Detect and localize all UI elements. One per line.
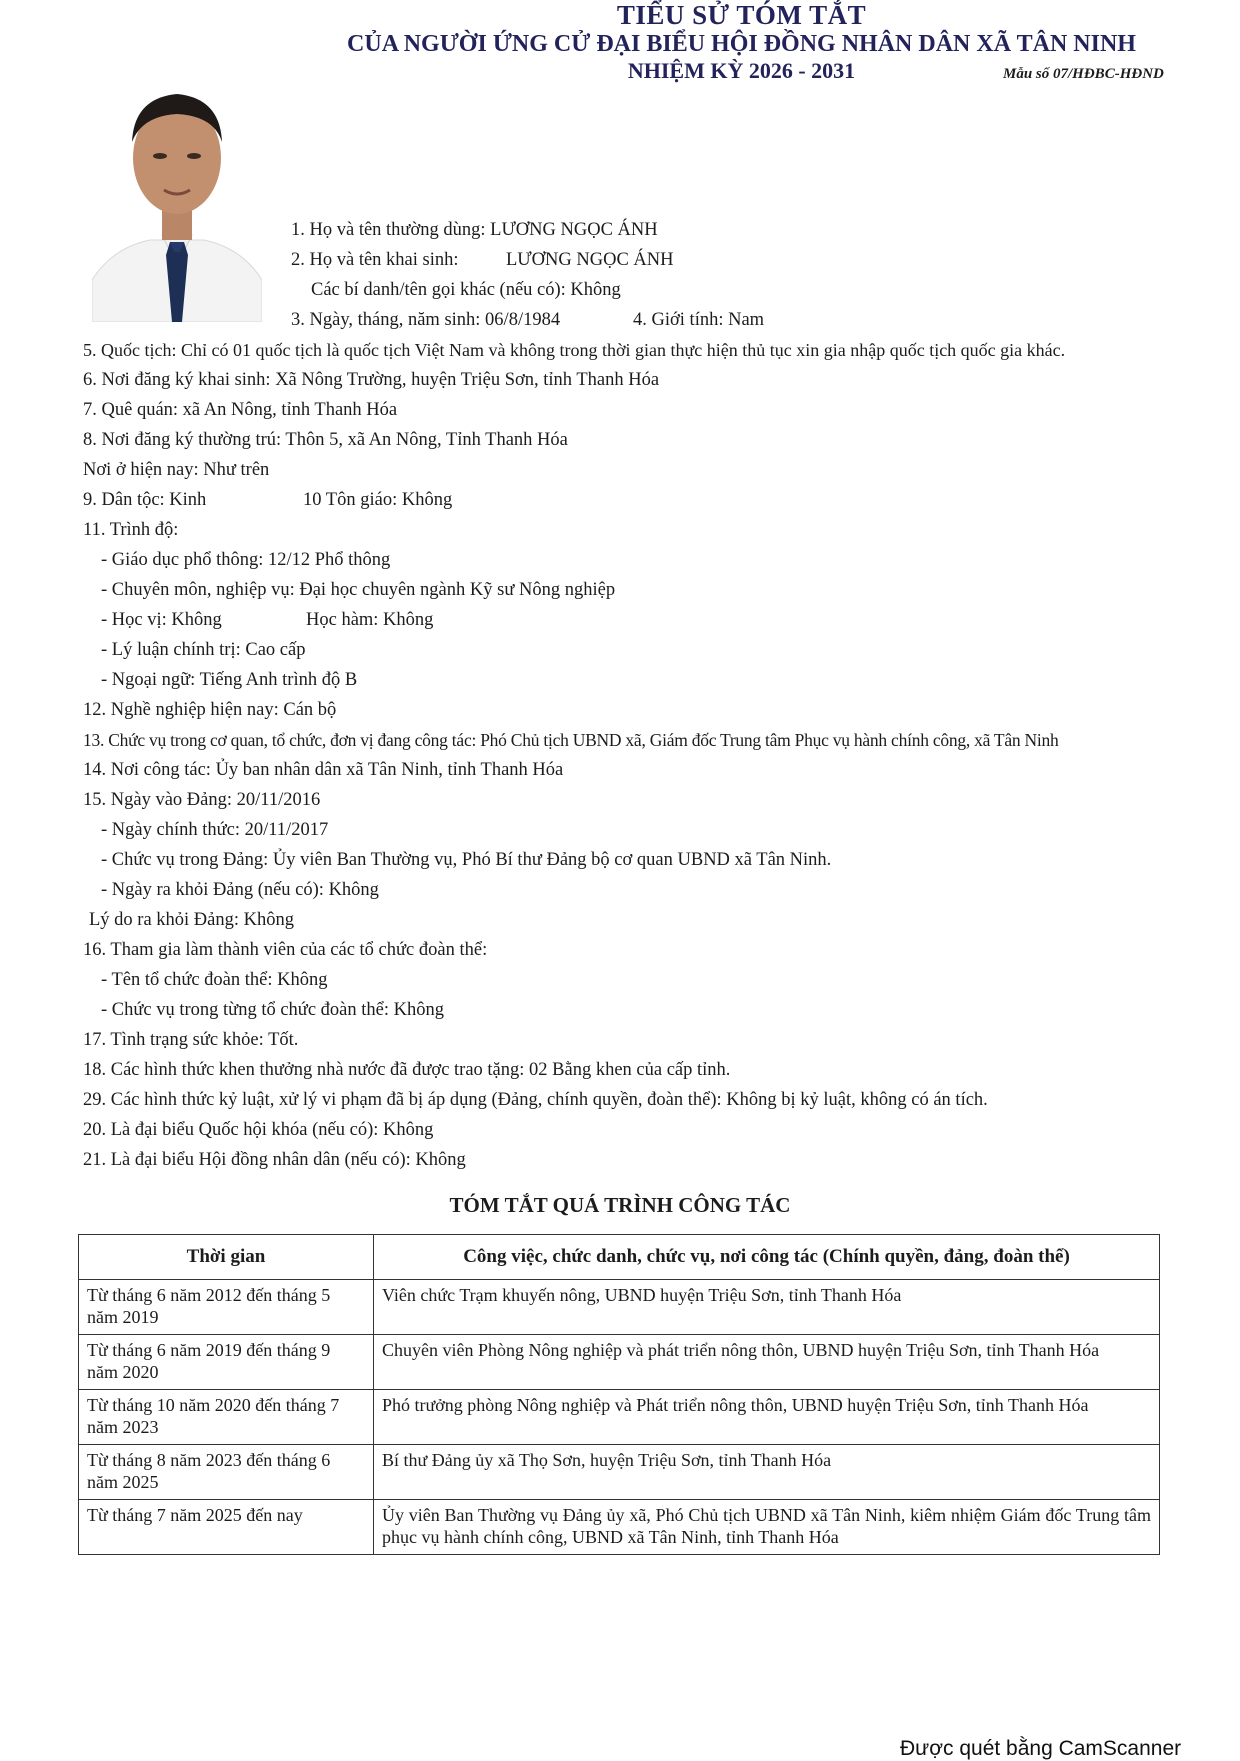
history-time: Từ tháng 6 năm 2019 đến tháng 9 năm 2020 [79, 1335, 374, 1390]
history-time: Từ tháng 7 năm 2025 đến nay [79, 1500, 374, 1555]
column-header-job: Công việc, chức danh, chức vụ, nơi công tác (Chính quyền, đảng, đoàn thể) [374, 1235, 1160, 1280]
table-row [79, 1280, 1160, 1335]
field-permanent-residence: 8. Nơi đăng ký thường trú: Thôn 5, xã An Nông, Tỉnh Thanh Hóa [83, 430, 568, 450]
field-birth-name-label: 2. Họ và tên khai sinh: [291, 250, 459, 270]
history-time: Từ tháng 8 năm 2023 đến tháng 6 năm 2025 [79, 1445, 374, 1500]
field-party-position: - Chức vụ trong Đảng: Ủy viên Ban Thường vụ, Phó Bí thư Đảng bộ cơ quan UBND xã Tân Ninh. [101, 850, 832, 870]
field-awards: 18. Các hình thức khen thưởng nhà nước đã được trao tặng: 02 Bằng khen của cấp tỉnh. [83, 1060, 731, 1080]
field-party-leave-date: - Ngày ra khỏi Đảng (nếu có): Không [101, 880, 379, 900]
document-subtitle: CỦA NGƯỜI ỨNG CỬ ĐẠI BIỂU HỘI ĐỒNG NHÂN DÂN XÃ TÂN NINH [347, 31, 1136, 57]
field-academic-title: Học hàm: Không [306, 610, 434, 630]
field-political-theory: - Lý luận chính trị: Cao cấp [101, 640, 306, 660]
work-history-table [78, 1234, 1160, 1555]
portrait-photo [92, 80, 262, 322]
column-header-time: Thời gian [79, 1235, 374, 1280]
field-religion: 10 Tôn giáo: Không [303, 490, 453, 510]
field-position: 13. Chức vụ trong cơ quan, tổ chức, đơn vị đang công tác: Phó Chủ tịch UBND xã, Giám đốc Trung tâm Phục vụ hành chính công, xã Tân Ninh [83, 730, 1059, 750]
field-birth-registration: 6. Nơi đăng ký khai sinh: Xã Nông Trường, huyện Triệu Sơn, tỉnh Thanh Hóa [83, 370, 660, 390]
history-job: Phó trưởng phòng Nông nghiệp và Phát triển nông thôn, UBND huyện Triệu Sơn, tỉnh Thanh Hóa [374, 1390, 1160, 1445]
document-term: NHIỆM KỲ 2026 - 2031 [627, 58, 856, 83]
history-job: Ủy viên Ban Thường vụ Đảng ủy xã, Phó Chủ tịch UBND xã Tân Ninh, kiêm nhiệm Giám đốc Trung tâm phục vụ hành chính công, UBND xã Tân Ninh, tỉnh Thanh Hóa [374, 1500, 1160, 1555]
field-health: 17. Tình trạng sức khỏe: Tốt. [83, 1030, 299, 1050]
document-title: TIỂU SỬ TÓM TẮT [616, 0, 867, 30]
table-header-row [79, 1235, 1160, 1280]
field-workplace: 14. Nơi công tác: Ủy ban nhân dân xã Tân Ninh, tỉnh Thanh Hóa [83, 760, 564, 780]
field-alias: Các bí danh/tên gọi khác (nếu có): Không [311, 280, 621, 300]
field-current-residence: Nơi ở hiện nay: Như trên [83, 460, 270, 480]
field-discipline: 29. Các hình thức kỷ luật, xử lý vi phạm đã bị áp dụng (Đảng, chính quyền, đoàn thể): Không bị kỷ luật, không có án tích. [83, 1090, 988, 1110]
field-peoples-council: 21. Là đại biểu Hội đồng nhân dân (nếu có): Không [83, 1150, 466, 1170]
field-ethnicity: 9. Dân tộc: Kinh [83, 490, 207, 510]
form-code: Mẫu số 07/HĐBC-HĐND [1003, 66, 1164, 82]
field-party-official-date: - Ngày chính thức: 20/11/2017 [101, 820, 329, 840]
history-job: Bí thư Đảng ủy xã Thọ Sơn, huyện Triệu Sơn, tỉnh Thanh Hóa [374, 1445, 1160, 1500]
field-foreign-language: - Ngoại ngữ: Tiếng Anh trình độ B [101, 670, 358, 690]
table-row [79, 1335, 1160, 1390]
field-nationality: 5. Quốc tịch: Chỉ có 01 quốc tịch là quốc tịch Việt Nam và không trong thời gian thực hiện thủ tục xin gia nhập quốc tịch quốc gia khác. [83, 340, 1066, 360]
history-time: Từ tháng 6 năm 2012 đến tháng 5 năm 2019 [79, 1280, 374, 1335]
camscanner-watermark: Được quét bằng CamScanner [900, 1737, 1182, 1760]
field-national-assembly: 20. Là đại biểu Quốc hội khóa (nếu có): Không [83, 1120, 434, 1140]
table-row [79, 1390, 1160, 1445]
history-job: Chuyên viên Phòng Nông nghiệp và phát triển nông thôn, UBND huyện Triệu Sơn, tỉnh Thanh Hóa [374, 1335, 1160, 1390]
field-occupation: 12. Nghề nghiệp hiện nay: Cán bộ [83, 700, 337, 720]
history-job: Viên chức Trạm khuyến nông, UBND huyện Triệu Sơn, tỉnh Thanh Hóa [374, 1280, 1160, 1335]
field-education-heading: 11. Trình độ: [83, 520, 179, 540]
table-row [79, 1500, 1160, 1555]
field-organization-position: - Chức vụ trong từng tổ chức đoàn thể: Không [101, 1000, 444, 1020]
field-hometown: 7. Quê quán: xã An Nông, tỉnh Thanh Hóa [83, 400, 398, 420]
field-dob: 3. Ngày, tháng, năm sinh: 06/8/1984 [291, 310, 561, 330]
field-party-join-date: 15. Ngày vào Đảng: 20/11/2016 [83, 790, 321, 810]
field-common-name: 1. Họ và tên thường dùng: LƯƠNG NGỌC ÁNH [291, 220, 658, 240]
field-specialization: - Chuyên môn, nghiệp vụ: Đại học chuyên ngành Kỹ sư Nông nghiệp [101, 580, 616, 600]
field-organization-name: - Tên tổ chức đoàn thể: Không [101, 970, 328, 990]
field-organizations-heading: 16. Tham gia làm thành viên của các tổ chức đoàn thể: [83, 940, 488, 960]
history-title: TÓM TẮT QUÁ TRÌNH CÔNG TÁC [449, 1193, 791, 1217]
field-gender: 4. Giới tính: Nam [633, 310, 765, 330]
history-time: Từ tháng 10 năm 2020 đến tháng 7 năm 2023 [79, 1390, 374, 1445]
field-birth-name-value: LƯƠNG NGỌC ÁNH [506, 250, 674, 270]
field-degree: - Học vị: Không [101, 610, 222, 630]
field-party-leave-reason: Lý do ra khỏi Đảng: Không [89, 910, 295, 930]
table-row [79, 1445, 1160, 1500]
field-general-education: - Giáo dục phổ thông: 12/12 Phổ thông [101, 550, 391, 570]
